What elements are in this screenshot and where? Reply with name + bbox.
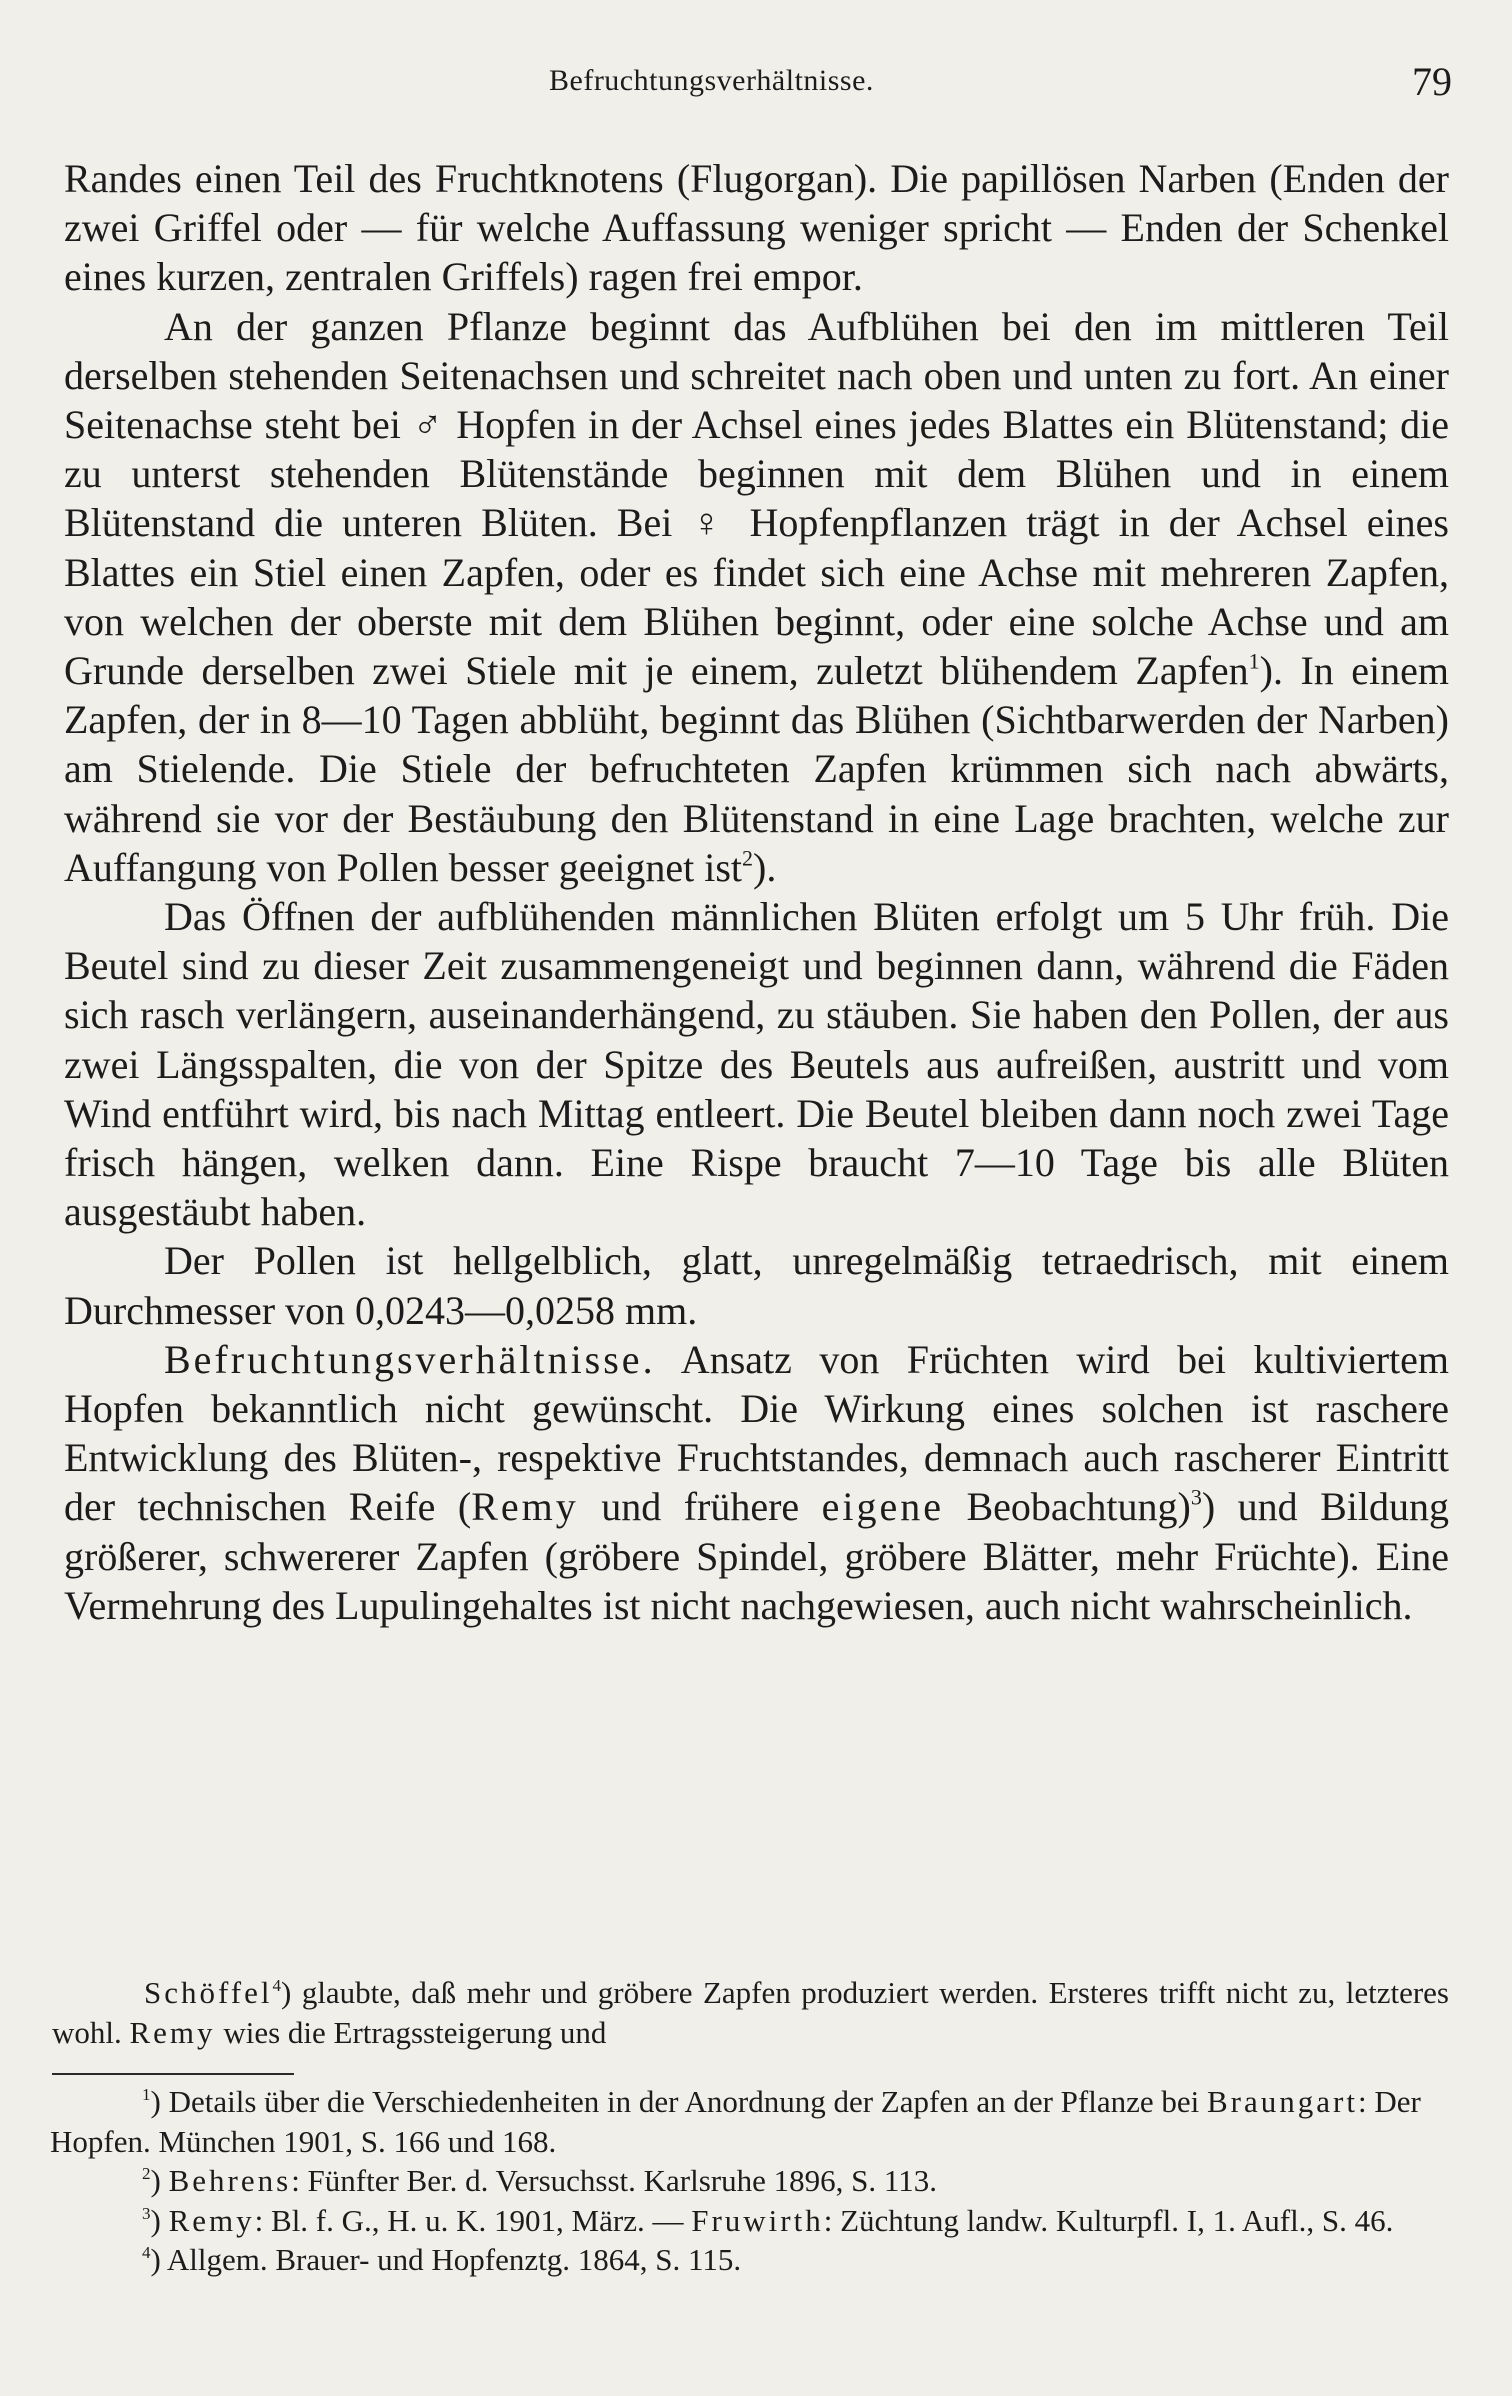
author-remy: Remy (471, 1484, 579, 1530)
footnote-mark: 2 (142, 2164, 151, 2184)
footnote-author: Remy (168, 2202, 255, 2238)
footnote-text: : Bl. f. G., H. u. K. 1901, März. — (254, 2202, 692, 2238)
footnote-text: : Der Hopfen. München 1901, S. 166 und 168. (50, 2084, 1421, 2159)
body-text (64, 154, 1449, 1630)
paragraph-2 (64, 302, 1449, 892)
footnote-text: : Fünfter Ber. d. Versuchsst. Karlsruhe 1896, S. 113. (291, 2163, 937, 2198)
small-text-a: ) glaubte, daß mehr und gröbere Zapfen produziert werden. Ersteres trifft nicht zu, letzteres wohl. (52, 1975, 1449, 2050)
footnote-ref-1: 1 (1248, 648, 1260, 674)
small-print-paragraph (52, 1973, 1449, 2053)
paragraph-3 (64, 892, 1449, 1236)
paragraph-5 (64, 1335, 1449, 1630)
footnote-mark: 1 (142, 2085, 151, 2105)
paragraph-2-text-c: ). (753, 844, 777, 890)
footnote-text: ) Details über die Verschiedenheiten in der Anordnung der Zapfen an der Pflanze bei (150, 2084, 1207, 2119)
page-number: 79 (1412, 59, 1452, 104)
page-header (0, 59, 1512, 124)
paragraph-1 (64, 154, 1449, 302)
footnote-text: : Züchtung landw. Kulturpfl. I, 1. Aufl., S. 46. (823, 2202, 1394, 2238)
footnote-4 (50, 2240, 1450, 2280)
footnote-text: ) (150, 2163, 169, 2198)
footnote-author: Behrens (168, 2163, 292, 2198)
paragraph-5-text-a: Ansatz von Früchten wird bei kultiviertem Hopfen bekanntlich nicht gewünscht. Die Wirkung eines solchen ist raschere Entwicklung des Blüten-, respektive Fruchtstandes, demnach auch rascherer Eintritt der technischen Reife ( (64, 1336, 1449, 1530)
author-remy-small: Remy (129, 2015, 216, 2050)
paragraph-3-text: Das Öffnen der aufblühenden männlichen Blüten erfolgt um 5 Uhr früh. Die Beutel sind zu dieser Zeit zusammengeneigt und beginnen dann, während die Fäden sich rasch verlängern, auseinanderhängend, zu stäuben. Sie haben den Pollen, der aus zwei Längsspalten, die von der Spitze des Beutels aus aufreißen, austritt und vom Wind entführt wird, bis nach Mittag entleert. Die Beutel bleiben dann noch zwei Tage frisch hängen, welken dann. Eine Rispe braucht 7—10 Tage bis alle Blüten ausgestäubt haben. (64, 894, 1449, 1235)
small-text-b: wies die Ertragssteigerung und (215, 2015, 607, 2050)
paragraph-1-text: Randes einen Teil des Fruchtknotens (Flugorgan). Die papillösen Narben (Enden der zwei Griffel oder — für welche Auffassung weniger spricht — Enden der Schenkel eines kurzen, zentralen Griffels) ragen frei empor. (64, 156, 1449, 300)
footnotes (50, 2082, 1450, 2280)
footnote-mark: 4 (142, 2243, 151, 2263)
footnote-2 (50, 2161, 1450, 2201)
paragraph-2-text-b: ). In einem Zapfen, der in 8—10 Tagen abblüht, beginnt das Blühen (Sichtbarwerden der Narben) am Stielende. Die Stiele der befruchteten Zapfen krümmen sich nach abwärts, während sie vor der Bestäubung den Blütenstand in eine Lage brachten, welche zur Auffangung von Pollen besser geeignet ist (64, 648, 1450, 890)
footnote-divider (52, 2073, 294, 2075)
paragraph-5-text-b: Beobachtung) (944, 1484, 1191, 1530)
footnote-ref-2: 2 (742, 845, 754, 871)
paragraph-5-text-c: ) und Bildung größerer, schwererer Zapfen (gröbere Spindel, gröbere Blätter, mehr Früchte). Eine Vermehrung des Lupulingehaltes ist nicht nachgewiesen, auch nicht wahrscheinlich. (64, 1484, 1449, 1628)
paragraph-5-text-und: und frühere (578, 1484, 822, 1530)
footnote-ref-4: 4 (272, 1976, 281, 1996)
emphasis-eigene: eigene (821, 1484, 944, 1530)
author-schoeffel: Schöffel (144, 1975, 273, 2010)
footnote-text: ) (150, 2202, 169, 2238)
footnote-ref-3: 3 (1190, 1485, 1202, 1511)
running-head: Befruchtungsverhältnisse. (549, 64, 874, 97)
paragraph-2-text-a: An der ganzen Pflanze beginnt das Aufblühen bei den im mittleren Teil derselben stehenden Seitenachsen und schreitet nach oben und unten zu fort. An einer Seitenachse steht bei ♂ Hopfen in der Achsel eines jedes Blattes ein Blütenstand; die zu unterst stehenden Blütenstände beginnen mit dem Blühen und in einem Blütenstand die unteren Blüten. Bei ♀ Hopfenpflanzen trägt in der Achsel eines Blattes ein Stiel einen Zapfen, oder es findet sich eine Achse mit mehreren Zapfen, von welchen der oberste mit dem Blühen beginnt, oder eine solche Achse und am Grunde derselben zwei Stiele mit je einem, zuletzt blühendem Zapfen (64, 303, 1449, 694)
footnote-1 (50, 2082, 1450, 2161)
paragraph-4 (64, 1236, 1449, 1334)
section-title: Befruchtungsverhältnisse. (164, 1336, 656, 1382)
paragraph-4-text: Der Pollen ist hellgelblich, glatt, unregelmäßig tetraedrisch, mit einem Durchmesser von 0,0243—0,0258 mm. (64, 1238, 1449, 1333)
footnote-mark: 3 (142, 2203, 151, 2223)
small-paragraph (52, 1973, 1449, 2053)
footnote-3 (50, 2201, 1450, 2241)
footnote-text: ) Allgem. Brauer- und Hopfenztg. 1864, S. 115. (150, 2242, 742, 2277)
footnote-author-2: Fruwirth (691, 2202, 824, 2238)
footnote-author: Braungart (1207, 2084, 1358, 2119)
